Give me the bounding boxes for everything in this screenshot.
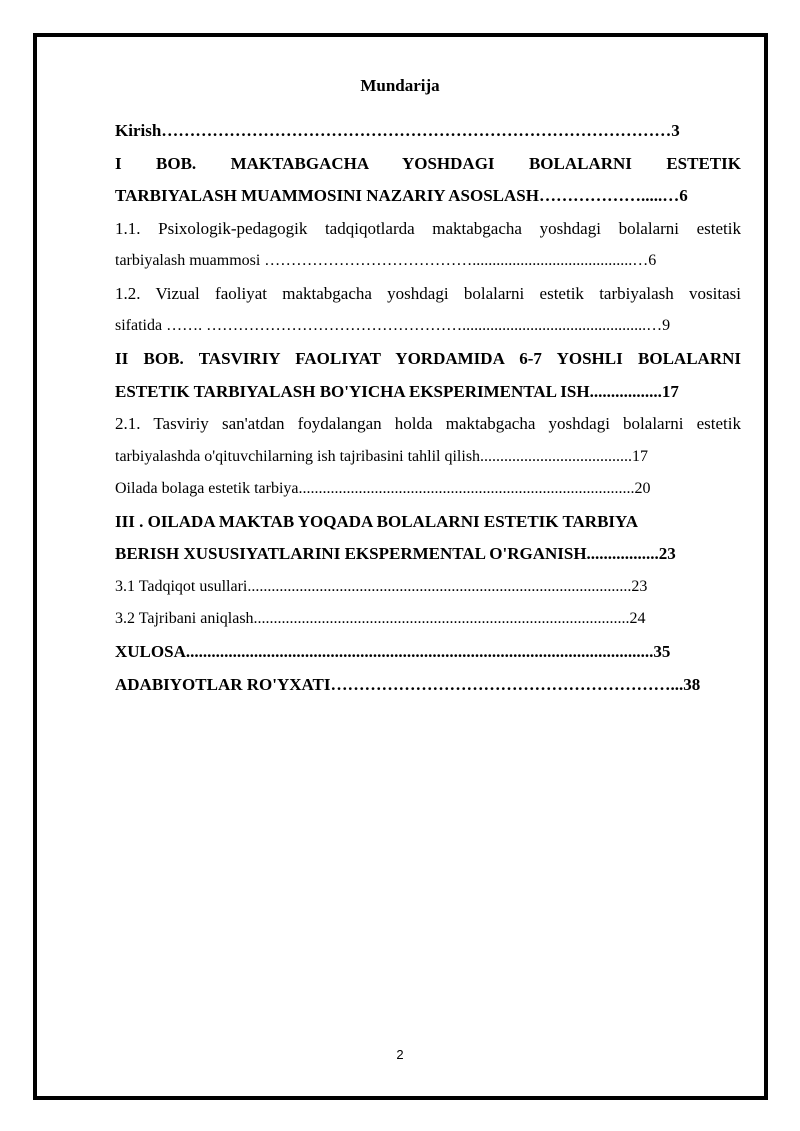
toc-entry-section-1-1-line-2: tarbiyalash muammosi …………………………………........................................…6: [115, 252, 657, 269]
page-number: 2: [396, 1047, 404, 1062]
toc-entry-chapter-1-line-2: TARBIYALASH MUAMMOSINI NAZARIY ASOSLASH……………….....…6: [115, 186, 688, 205]
toc-entry-chapter-3-line-2: BERISH XUSUSIYATLARINI EKSPERMENTAL O'RGANISH.................23: [115, 544, 676, 563]
toc-entry-references: ADABIYOTLAR RO'YXATI……………………………………………………...38: [115, 675, 701, 694]
toc-entry-conclusion: XULOSA..............................................................................................................35: [115, 642, 671, 661]
toc-entry-chapter-1-line-1: I BOB. MAKTABGACHA YOSHDAGI BOLALARNI ESTETIK: [115, 154, 741, 173]
toc-entry-section-2-1-line-2: tarbiyalashda o'qituvchilarning ish tajribasini tahlil qilish......................................17: [115, 448, 649, 465]
toc-entry-chapter-2-line-1: II BOB. TASVIRIY FAOLIYAT YORDAMIDA 6-7 YOSHLI BOLALARNI: [115, 349, 741, 368]
toc-entry-section-2-1-line-1: 2.1. Tasviriy san'atdan foydalangan holda maktabgacha yoshdagi bolalarni estetik: [115, 414, 741, 433]
toc-entry-section-1-2-line-1: 1.2. Vizual faoliyat maktabgacha yoshdagi bolalarni estetik tarbiyalash vositasi: [115, 284, 741, 303]
toc-entry-section-3-2: 3.2 Tajribani aniqlash..............................................................................................24: [115, 610, 646, 627]
toc-entry-intro: Kirish………………………………………………………………………………3: [115, 121, 680, 140]
toc-entry-family-education: Oilada bolaga estetik tarbiya....................................................................................20: [115, 480, 651, 497]
toc-entry-section-1-2-line-2: sifatida ……. …………………………………………..............................................…9: [115, 317, 671, 334]
toc-entry-section-3-1: 3.1 Tadqiqot usullari................................................................................................23: [115, 578, 648, 595]
toc-entry-section-1-1-line-1: 1.1. Psixologik-pedagogik tadqiqotlarda maktabgacha yoshdagi bolalarni estetik: [115, 219, 741, 238]
toc-entry-chapter-3-line-1: III . OILADA MAKTAB YOQADA BOLALARNI ESTETIK TARBIYA: [115, 512, 639, 531]
page-title: Mundarija: [360, 76, 440, 95]
toc-entry-chapter-2-line-2: ESTETIK TARBIYALASH BO'YICHA EKSPERIMENTAL ISH.................17: [115, 382, 679, 401]
